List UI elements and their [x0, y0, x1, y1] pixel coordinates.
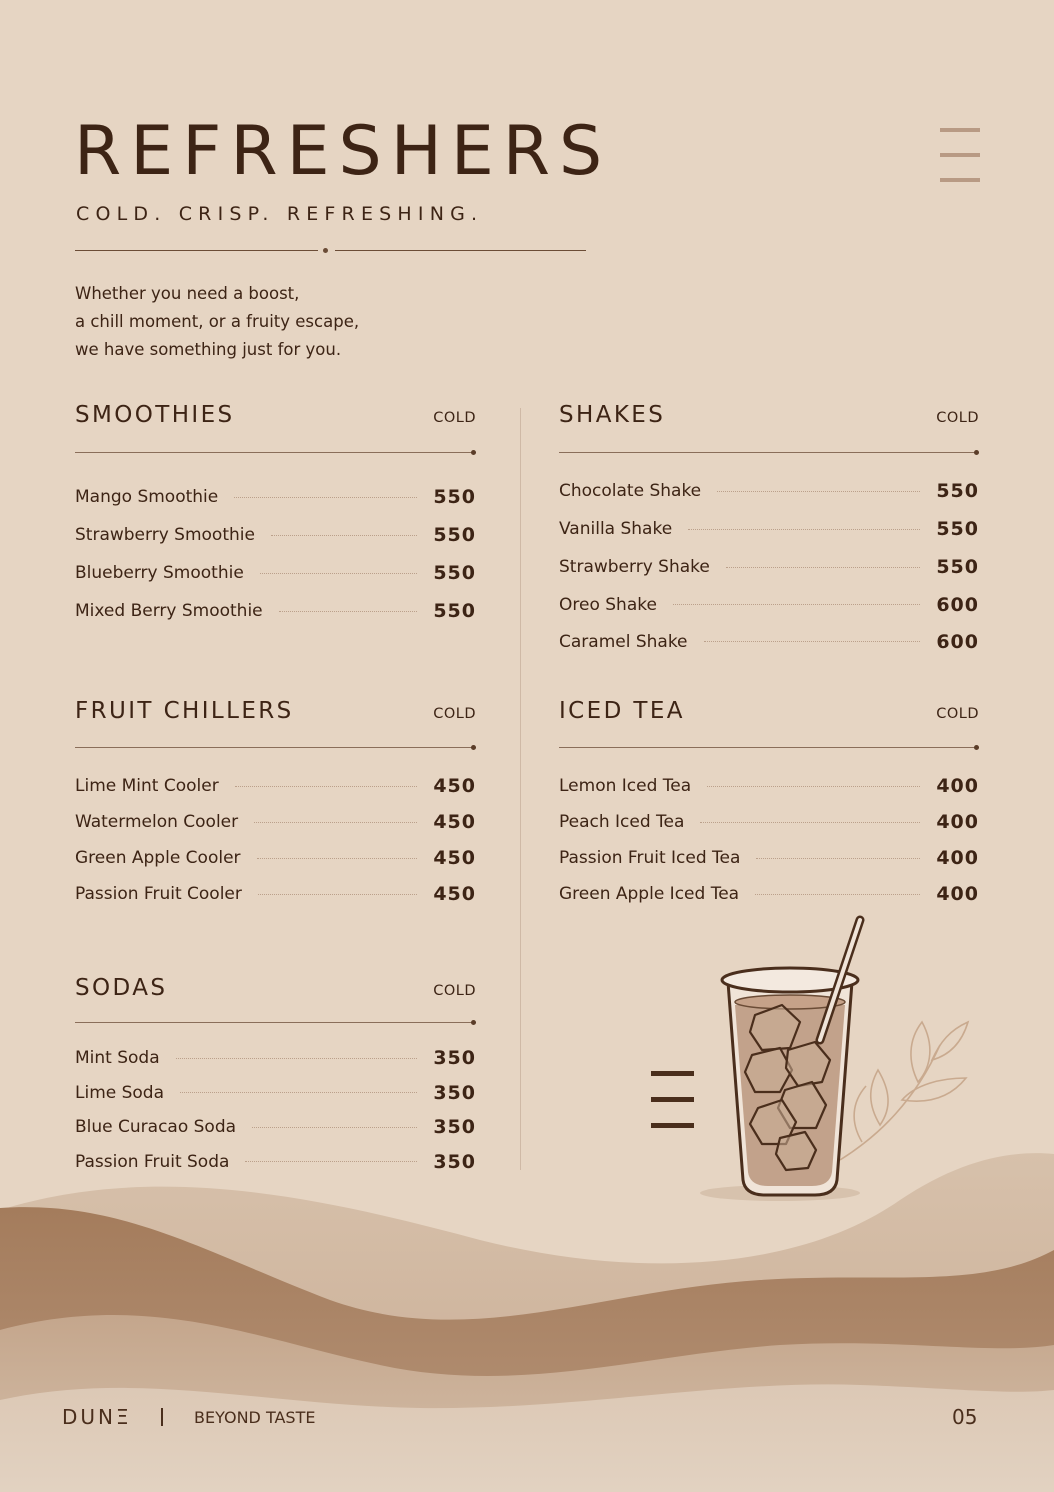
item-name: Lime Mint Cooler	[75, 776, 219, 796]
leader-dots	[235, 786, 418, 787]
section-rule	[75, 747, 476, 748]
menu-item	[559, 586, 979, 623]
section-title: FRUIT CHILLERS	[75, 698, 294, 724]
menu-item	[75, 840, 476, 876]
menu-item	[75, 478, 476, 516]
item-price: 400	[936, 811, 979, 833]
item-price: 550	[433, 600, 476, 622]
page-number: 05	[952, 1405, 978, 1429]
menu-item	[75, 516, 476, 554]
section-title: SHAKES	[559, 402, 666, 428]
header-divider-dot	[323, 248, 328, 253]
menu-item	[559, 623, 979, 660]
section-rule	[75, 1022, 476, 1023]
leader-dots	[726, 567, 920, 568]
item-name: Chocolate Shake	[559, 481, 702, 501]
menu-item	[75, 1041, 476, 1076]
item-name: Oreo Shake	[559, 594, 657, 615]
item-name: Mint Soda	[75, 1048, 160, 1069]
item-price: 550	[936, 480, 979, 502]
section-iced-tea	[559, 698, 979, 905]
item-name: Passion Fruit Soda	[75, 1151, 230, 1172]
section-shakes	[559, 402, 979, 653]
item-name: Lemon Iced Tea	[559, 776, 692, 796]
item-name: Green Apple Iced Tea	[559, 884, 740, 904]
leader-dots	[755, 894, 920, 895]
menu-item	[75, 768, 476, 804]
item-price: 550	[936, 518, 979, 540]
header-divider-right	[335, 250, 586, 251]
page-title: REFRESHERS	[74, 112, 612, 191]
item-name: Watermelon Cooler	[75, 812, 239, 832]
section-rule	[559, 747, 979, 748]
item-name: Caramel Shake	[559, 631, 688, 652]
menu-item	[75, 804, 476, 840]
menu-item	[559, 472, 979, 510]
item-price: 400	[936, 847, 979, 869]
item-price: 400	[936, 775, 979, 797]
item-price: 450	[433, 811, 476, 833]
item-price: 600	[936, 593, 979, 616]
item-name: Blue Curacao Soda	[75, 1117, 237, 1138]
item-price: 350	[433, 1047, 476, 1070]
item-price: 350	[433, 1116, 476, 1139]
leader-dots	[717, 491, 920, 492]
section-smoothies	[75, 402, 476, 622]
item-price: 450	[433, 883, 476, 905]
hamburger-icon[interactable]	[940, 128, 980, 184]
item-price: 550	[433, 524, 476, 546]
leader-dots	[254, 822, 417, 823]
header-divider-left	[75, 250, 318, 251]
leader-dots	[234, 497, 417, 498]
menu-item	[75, 592, 476, 630]
item-name: Blueberry Smoothie	[75, 563, 244, 583]
menu-item	[559, 768, 979, 804]
section-rule	[75, 452, 476, 453]
menu-item	[75, 554, 476, 592]
section-title: SODAS	[75, 975, 168, 1001]
leader-dots	[258, 894, 417, 895]
menu-item	[75, 1076, 476, 1111]
dune-waves-background	[0, 1140, 1054, 1492]
leader-dots	[271, 535, 417, 536]
item-price: 450	[433, 847, 476, 869]
footer-separator	[161, 1408, 163, 1426]
item-name: Mango Smoothie	[75, 487, 219, 507]
column-divider	[520, 408, 521, 1170]
decorative-bars-icon	[651, 1071, 694, 1128]
item-name: Peach Iced Tea	[559, 812, 685, 832]
section-title: ICED TEA	[559, 698, 685, 724]
leader-dots	[176, 1058, 418, 1059]
menu-item	[559, 510, 979, 548]
menu-item	[559, 548, 979, 586]
item-price: 550	[433, 486, 476, 508]
section-fruit-chillers	[75, 698, 476, 905]
page-tagline: COLD. CRISP. REFRESHING.	[76, 203, 484, 225]
item-price: 350	[433, 1150, 476, 1173]
section-sodas	[75, 975, 476, 1173]
menu-item	[559, 876, 979, 912]
item-price: 400	[936, 883, 979, 905]
leader-dots	[279, 611, 418, 612]
item-price: 350	[433, 1081, 476, 1104]
item-name: Lime Soda	[75, 1082, 165, 1103]
item-price: 550	[433, 562, 476, 584]
brand-logo: DUNΞ	[62, 1405, 132, 1429]
section-temperature-tag: COLD	[936, 410, 979, 426]
leader-dots	[688, 529, 920, 530]
item-price: 550	[936, 556, 979, 578]
section-title: SMOOTHIES	[75, 402, 235, 428]
item-name: Strawberry Shake	[559, 557, 710, 577]
intro-text	[75, 280, 359, 364]
leader-dots	[673, 604, 920, 605]
leader-dots	[257, 858, 418, 859]
item-name: Strawberry Smoothie	[75, 525, 255, 545]
item-name: Passion Fruit Cooler	[75, 884, 242, 904]
section-temperature-tag: COLD	[936, 706, 979, 722]
leader-dots	[700, 822, 920, 823]
section-temperature-tag: COLD	[433, 410, 476, 426]
leader-dots	[260, 573, 418, 574]
leader-dots	[707, 786, 920, 787]
leader-dots	[180, 1092, 417, 1093]
leader-dots	[704, 641, 921, 642]
leader-dots	[756, 858, 920, 859]
leader-dots	[252, 1127, 417, 1128]
item-name: Passion Fruit Iced Tea	[559, 848, 741, 868]
section-temperature-tag: COLD	[433, 706, 476, 722]
menu-item	[75, 876, 476, 912]
item-price: 450	[433, 775, 476, 797]
intro-line: Whether you need a boost,	[75, 284, 300, 303]
intro-line: a chill moment, or a fruity escape,	[75, 312, 360, 331]
item-name: Vanilla Shake	[559, 519, 673, 539]
menu-item	[559, 804, 979, 840]
item-name: Green Apple Cooler	[75, 848, 241, 868]
item-name: Mixed Berry Smoothie	[75, 601, 263, 621]
section-rule	[559, 452, 979, 453]
intro-line: we have something just for you.	[75, 340, 342, 359]
section-temperature-tag: COLD	[433, 983, 476, 999]
menu-item	[559, 840, 979, 876]
item-price: 600	[936, 630, 979, 653]
brand-tagline: BEYOND TASTE	[194, 1408, 316, 1427]
